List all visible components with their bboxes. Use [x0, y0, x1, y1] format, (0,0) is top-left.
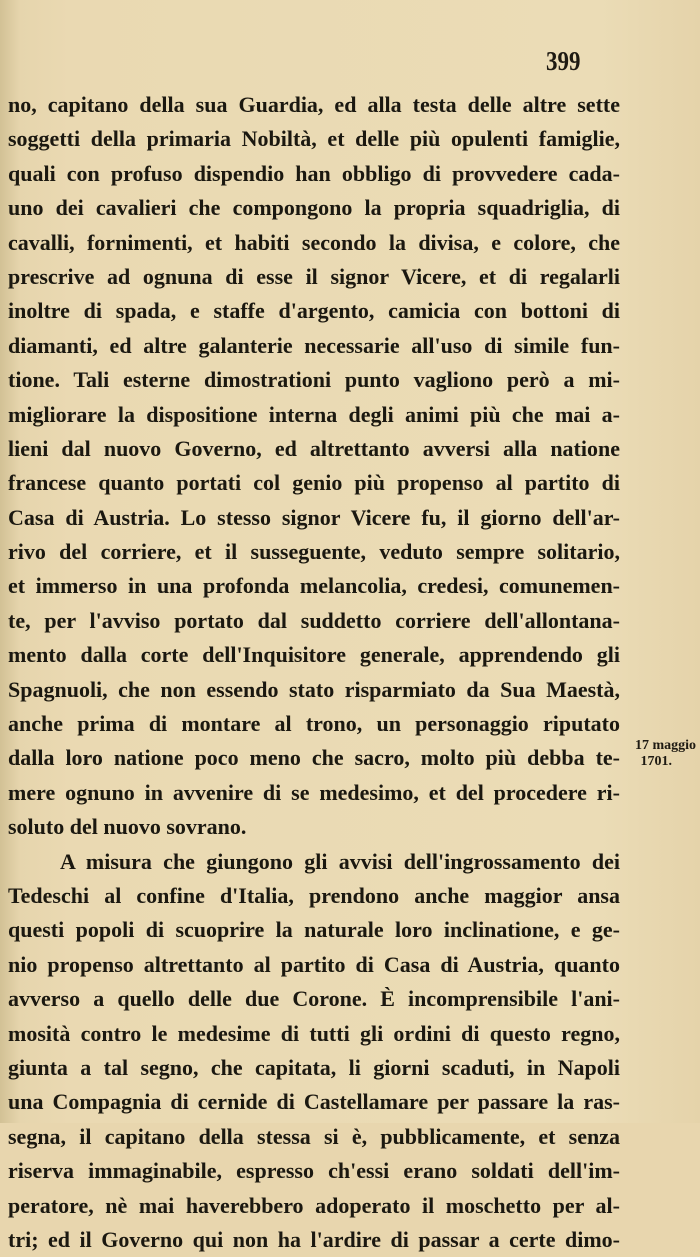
text-line: uno dei cavalieri che compongono la propria squadriglia, di: [8, 195, 620, 221]
text-line: mere ognuno in avvenire di se medesimo, et del procedere ri-: [8, 779, 620, 805]
text-line: soggetti della primaria Nobiltà, et delle più opulenti famiglie,: [8, 126, 620, 152]
paragraph-1: [8, 88, 620, 845]
text-line: quali con profuso dispendio han obbligo di provvedere cada-: [8, 160, 620, 186]
text-line: cavalli, fornimenti, et habiti secondo la divisa, e colore, che: [8, 229, 620, 255]
text-line: avverso a quello delle due Corone. È incomprensibile l'ani-: [8, 986, 620, 1012]
text-line: migliorare la dispositione interna degli animi più che mai a-: [8, 401, 620, 427]
text-line: tri; ed il Governo qui non ha l'ardire di passar a certe dimo-: [8, 1226, 620, 1252]
text-line: dalla loro natione poco meno che sacro, molto più debba te-: [8, 745, 620, 771]
text-line: questi popoli di scuoprire la naturale loro inclinatione, e ge-: [8, 917, 620, 943]
text-line: anche prima di montare al trono, un personaggio riputato: [8, 711, 620, 737]
text-line: una Compagnia di cernide di Castellamare per passare la ras-: [8, 1089, 620, 1115]
text-line: et immerso in una profonda melancolia, credesi, comunemen-: [8, 573, 620, 599]
text-line: nio propenso altrettanto al partito di Casa di Austria, quanto: [8, 951, 620, 977]
text-line: diamanti, ed altre galanterie necessarie all'uso di simile fun-: [8, 332, 620, 358]
text-line: inoltre di spada, e staffe d'argento, camicia con bottoni di: [8, 298, 620, 324]
text-line: lieni dal nuovo Governo, ed altrettanto avversi alla natione: [8, 435, 620, 461]
margin-year: 1701.: [640, 754, 672, 769]
text-line: rivo del corriere, et il susseguente, veduto sempre solitario,: [8, 539, 620, 565]
text-line: Spagnuoli, che non essendo stato risparmiato da Sua Maestà,: [8, 676, 620, 702]
page-number: 399: [546, 46, 581, 76]
text-line: no, capitano della sua Guardia, ed alla testa delle altre sette: [8, 92, 620, 117]
text-line: riserva immaginabile, espresso ch'essi erano soldati dell'im-: [8, 1158, 620, 1184]
text-line: segna, il capitano della stessa si è, pubblicamente, et senza: [8, 1123, 620, 1149]
text-line: Casa di Austria. Lo stesso signor Vicere fu, il giorno dell'ar-: [8, 504, 620, 530]
text-line: mosità contro le medesime di tutti gli ordini di questo regno,: [8, 1020, 620, 1046]
text-line: mento dalla corte dell'Inquisitore generale, apprendendo gli: [8, 642, 620, 668]
text-line: te, per l'avviso portato dal suddetto corriere dell'allontana-: [8, 607, 620, 633]
text-line: tione. Tali esterne dimostrationi punto vagliono però a mi-: [8, 367, 620, 393]
text-line: soluto del nuovo sovrano.: [8, 814, 247, 840]
text-line: francese quanto portati col genio più propenso al partito di: [8, 470, 620, 496]
text-line: A misura che giungono gli avvisi dell'ingrossamento dei: [60, 848, 620, 874]
paragraph-2: [8, 845, 620, 1257]
margin-date: 17 maggio: [634, 738, 696, 753]
margin-date-note: [604, 738, 696, 770]
text-line: giunta a tal segno, che capitata, li giorni scaduti, in Napoli: [8, 1054, 620, 1080]
text-line: Tedeschi al confine d'Italia, prendono anche maggior ansa: [8, 882, 620, 908]
text-line: prescrive ad ognuna di esse il signor Vicere, et di regalarli: [8, 263, 620, 289]
text-line: peratore, nè mai haverebbero adoperato il moschetto per al-: [8, 1192, 620, 1218]
body-text: [8, 88, 620, 1257]
